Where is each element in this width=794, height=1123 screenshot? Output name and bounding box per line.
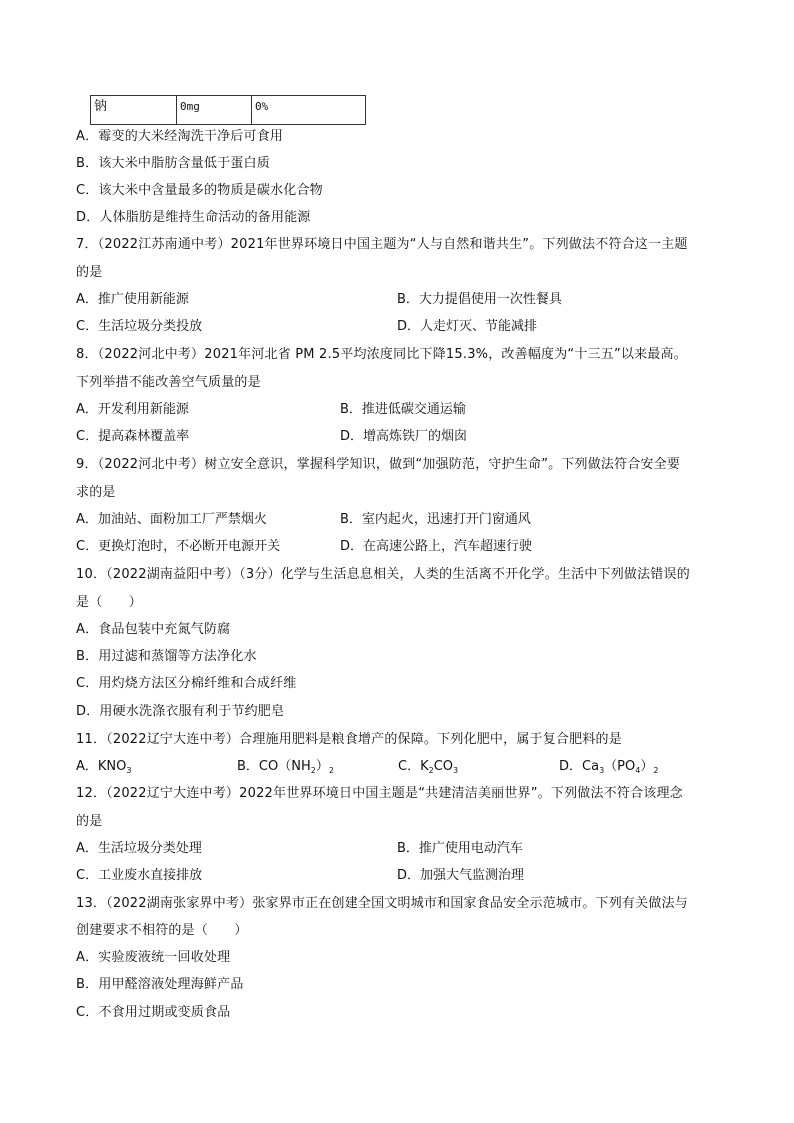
q12-option-a: A．生活垃圾分类处理 — [76, 841, 202, 856]
q9-option-d: D．在高速公路上，汽车超速行驶 — [340, 539, 533, 554]
q11-option-b-text: B．CO（NH — [237, 759, 311, 774]
q7-option-a: A．推广使用新能源 — [76, 292, 189, 307]
table-cell-nutrient: 钠 — [91, 96, 177, 125]
q6-option-d: D．人体脂肪是维持生命活动的备用能源 — [76, 210, 311, 225]
q12-option-b: B．推广使用电动汽车 — [397, 841, 523, 856]
q7-option-d: D．人走灯灭、节能减排 — [397, 319, 538, 334]
q11-stem-line1: 11．（2022辽宁大连中考）合理施用肥料是粮食增产的保障。下列化肥中，属于复合肥料的是 — [76, 732, 622, 747]
q13-option-b: B．用甲醛溶液处理海鲜产品 — [76, 977, 244, 992]
q9-option-a: A．加油站、面粉加工厂严禁烟火 — [76, 512, 267, 527]
q10-stem-line2: 是（ ） — [76, 595, 143, 610]
q11-option-b-text2: ） — [315, 759, 329, 774]
q6-option-c: C．该大米中含量最多的物质是碳水化合物 — [76, 183, 323, 198]
q12-stem-line1: 12．（2022辽宁大连中考）2022年世界环境日中国主题是“共建清洁美丽世界”。下列做法不符合该理念 — [76, 786, 683, 801]
nutrition-table — [90, 95, 366, 125]
q11-option-d-text3: ） — [640, 759, 654, 774]
q8-option-d: D．增高炼铁厂的烟囱 — [340, 429, 468, 444]
q12-option-c: C．工业废水直接排放 — [76, 868, 203, 883]
q11-option-c-sub: 2 — [428, 766, 434, 775]
q9-option-b: B．室内起火，迅速打开门窗通风 — [340, 512, 531, 527]
q6-option-a: A．霉变的大米经淘洗干净后可食用 — [76, 129, 284, 144]
q11-option-c-text2: CO — [433, 759, 454, 774]
q8-stem-line1: 8．（2022河北中考）2021年河北省 PM 2.5平均浓度同比下降15.3%，改善幅度为“十三五”以来最高。 — [76, 347, 687, 362]
q7-stem-line1: 7．（2022江苏南通中考）2021年世界环境日中国主题为“人与自然和谐共生”。下列做法不符合这一主题 — [76, 237, 688, 252]
q10-option-c: C．用灼烧方法区分棉纤维和合成纤维 — [76, 676, 297, 691]
q12-stem-line2: 的是 — [76, 814, 103, 829]
q11-option-b-sub2: 2 — [328, 766, 334, 775]
q11-option-a — [76, 758, 131, 780]
q9-option-c: C．更换灯泡时，不必断开电源开关 — [76, 539, 281, 554]
q11-option-d-sub: 3 — [599, 766, 605, 775]
q11-option-d-text: D．Ca — [559, 759, 600, 774]
q7-stem-line2: 的是 — [76, 265, 103, 280]
q11-option-a-sub: 3 — [126, 766, 132, 775]
q9-stem-line2: 求的是 — [76, 485, 116, 500]
q13-option-a: A．实验废液统一回收处理 — [76, 950, 231, 965]
table-cell-percent: 0% — [252, 96, 366, 125]
q11-option-c-text: C．K — [398, 759, 429, 774]
q10-option-b: B．用过滤和蒸馏等方法净化水 — [76, 649, 257, 664]
table-cell-amount: 0mg — [177, 96, 252, 125]
q11-option-d-sub2: 4 — [635, 766, 641, 775]
q8-stem-line2: 下列举措不能改善空气质量的是 — [76, 375, 261, 390]
q13-option-c: C．不食用过期或变质食品 — [76, 1005, 231, 1020]
q11-option-b-sub: 2 — [310, 766, 316, 775]
q10-stem-line1: 10．（2022湖南益阳中考）（3分）化学与生活息息相关，人类的生活离不开化学。生活中下列做法错误的 — [76, 567, 690, 582]
q13-stem-line1: 13．（2022湖南张家界中考）张家界市正在创建全国文明城市和国家食品安全示范城市。下列有关做法与 — [76, 896, 688, 911]
q12-option-d: D．加强大气监测治理 — [397, 868, 525, 883]
q13-stem-line2: 创建要求不相符的是（ ） — [76, 923, 248, 938]
q11-option-d-sub3: 2 — [653, 766, 659, 775]
q11-option-c-sub2: 3 — [453, 766, 459, 775]
q11-option-c — [398, 758, 458, 780]
q10-option-d: D．用硬水洗涤衣服有利于节约肥皂 — [76, 704, 285, 719]
q8-option-c: C．提高森林覆盖率 — [76, 429, 190, 444]
q11-option-b — [237, 758, 334, 780]
q10-option-a: A．食品包装中充氮气防腐 — [76, 622, 231, 637]
q11-option-d-text2: （PO — [604, 759, 636, 774]
q7-option-c: C．生活垃圾分类投放 — [76, 319, 203, 334]
q11-option-d — [559, 758, 658, 780]
table-row — [91, 96, 366, 125]
q8-option-a: A．开发利用新能源 — [76, 402, 189, 417]
q7-option-b: B．大力提倡使用一次性餐具 — [397, 292, 562, 307]
q9-stem-line1: 9．（2022河北中考）树立安全意识，掌握科学知识，做到“加强防范，守护生命”。下列做法符合安全要 — [76, 457, 681, 472]
q6-option-b: B．该大米中脂肪含量低于蛋白质 — [76, 156, 270, 171]
q11-option-a-text: A．KNO — [76, 759, 127, 774]
q8-option-b: B．推进低碳交通运输 — [340, 402, 466, 417]
